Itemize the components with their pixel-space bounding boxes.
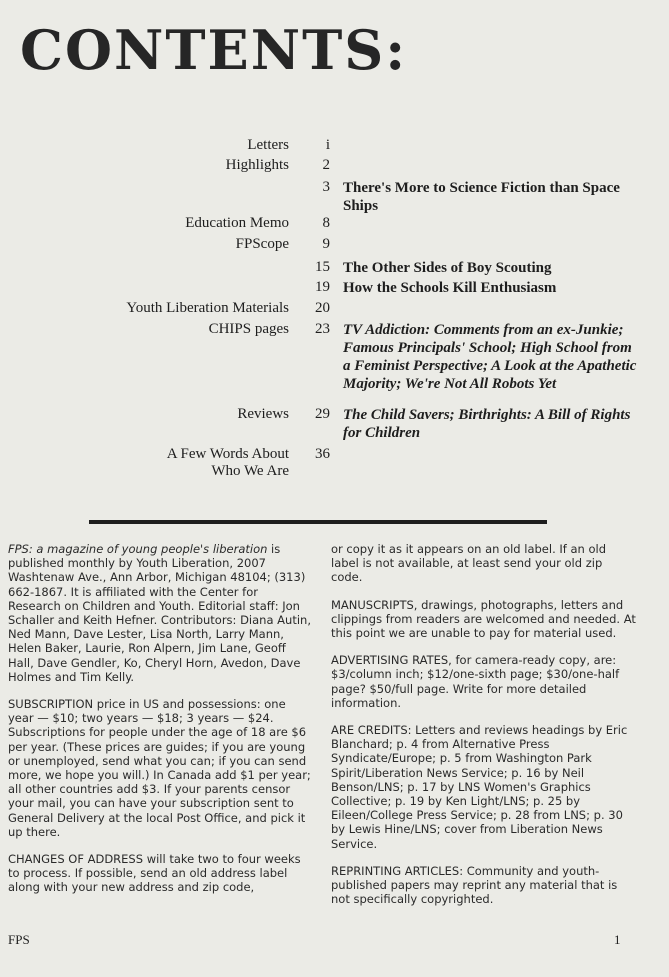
masthead-body: is published monthly by Youth Liberation, 2007 Washtenaw Ave., Ann Arbor, Michigan 48104; (313) 662-1867. It is affiliated with the Center for Research on Children and Youth. Editorial staff: Jon Schaller and Keith Hefner. Contributors: Diana Autin, Ned Mann, Dave Lester, Lisa North, Larry Mann, Helen Baker, Laurie, Ron Alpern, Jim Lane, Geoff Hall, Dave Gendler, Ko, Cheryl Horn, Avedon, Dave Holmes and Tim Kelly. <box>8 542 311 684</box>
toc-page-number: 9 <box>322 236 330 252</box>
toc-page-number: 15 <box>315 259 330 275</box>
toc-page-number: 23 <box>315 321 330 337</box>
toc-section-name: Letters <box>247 137 289 153</box>
page-number: 1 <box>614 932 621 947</box>
masthead-paragraph <box>8 542 314 684</box>
toc-article-title: How the Schools Kill Enthusiasm <box>343 280 557 296</box>
toc-page-number: 3 <box>322 179 330 195</box>
toc-section-name: Education Memo <box>185 215 289 231</box>
toc-article-title: There's More to Science Fiction than Space Ships <box>343 180 620 214</box>
toc-article-title: The Child Savers; Birthrights: A Bill of Rights for Children <box>343 407 631 441</box>
toc-section-name: CHIPS pages <box>208 321 289 337</box>
toc-page-number: 8 <box>322 215 330 231</box>
advertising-paragraph: ADVERTISING RATES, for camera-ready copy, are: $3/column inch; $12/one-sixth page; $30/one-half page? $50/full page. Write for more detailed information. <box>331 653 620 710</box>
masthead-title: FPS: a magazine of young people's liberation <box>8 542 268 556</box>
toc-page-number: 29 <box>315 406 330 422</box>
divider-rule <box>89 520 547 524</box>
info-column-left <box>8 542 314 908</box>
address-change-paragraph: CHANGES OF ADDRESS will take two to four weeks to process. If possible, send an old address label along with your new address and zip code, <box>8 852 301 895</box>
toc-article-title: TV Addiction: Comments from an ex-Junkie; Famous Principals' School; High School from a Feminist Perspective; A Look at the Apathetic Majority; We're Not All Robots Yet <box>343 322 637 392</box>
toc-section-name: Reviews <box>237 406 289 422</box>
toc-article-title: The Other Sides of Boy Scouting <box>343 260 552 276</box>
toc-page-number: 19 <box>315 279 330 295</box>
credits-paragraph: ARE CREDITS: Letters and reviews headings by Eric Blanchard; p. 4 from Alternative Press Syndicate/Europe; p. 5 from Washington Park Spirit/Liberation News Service; p. 16 by Neil Benson/LNS; p. 17 by LNS Women's Graphics Collective; p. 19 by Ken Light/LNS; p. 25 by Eileen/College Press Service; p. 28 from LNS; p. 30 by Lewis Hine/LNS; cover from Liberation News Service. <box>331 723 628 851</box>
toc-page-number: 36 <box>315 446 330 462</box>
toc-section-name: Youth Liberation Materials <box>126 300 289 316</box>
address-change-continued: or copy it as it appears on an old label. If an old label is not available, at least send your old zip code. <box>331 542 606 585</box>
toc-page-number: 2 <box>322 157 330 173</box>
toc-section-name: Highlights <box>225 157 289 173</box>
subscription-paragraph: SUBSCRIPTION price in US and possessions: one year — $10; two years — $18; 3 years — $24. Subscriptions for people under the age of 18 are $6 per year. (These prices are guides; if you are young or unemployed, send what you can; if you can send more, we hope you will.) In Canada add $1 per year; all other countries add $3. If your parents censor your mail, you can have your subscription sent to General Delivery at the local Post Office, and pick it up there. <box>8 697 311 839</box>
reprinting-paragraph: REPRINTING ARTICLES: Community and youth-published papers may reprint any material that is not specifically copyrighted. <box>331 863 618 907</box>
toc-section-name: FPScope <box>235 236 289 252</box>
info-column-right <box>331 542 637 919</box>
toc-page-number: 20 <box>315 300 330 316</box>
manuscripts-paragraph: MANUSCRIPTS, drawings, photographs, letters and clippings from readers are welcomed and needed. At this point we are unable to pay for material used. <box>331 597 636 641</box>
toc-page-number: i <box>325 137 330 153</box>
toc-section-name: A Few Words About Who We Are <box>166 446 289 479</box>
footer-publication: FPS <box>8 932 30 947</box>
page-title: CONTENTS: <box>20 18 408 82</box>
